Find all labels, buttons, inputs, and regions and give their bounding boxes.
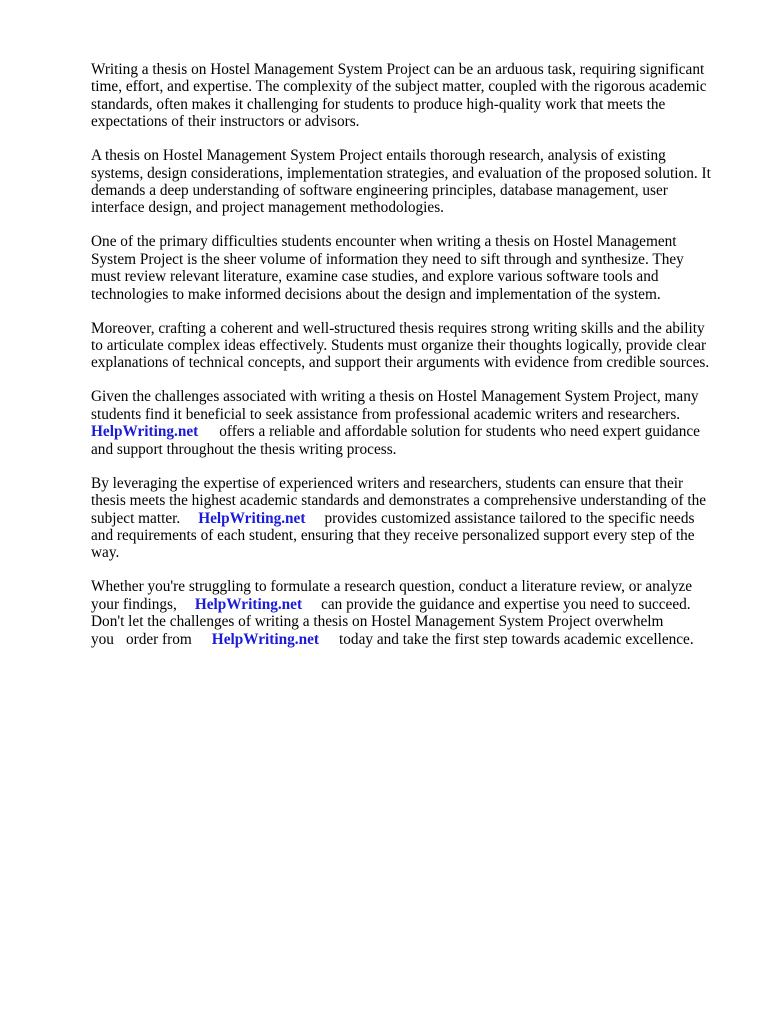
helpwriting-link[interactable]: HelpWriting.net (194, 595, 303, 613)
text-segment: can provide the guidance and expertise you need to succeed. (321, 595, 691, 613)
text-line: Whether you're struggling to formulate a research question, conduct a literature review, or analyze (91, 578, 693, 596)
paragraph-closing (91, 578, 723, 648)
text-segment: provides customized assistance tailored to the specific needs (324, 509, 695, 527)
text-line (91, 596, 723, 613)
helpwriting-link[interactable]: HelpWriting.net (211, 630, 320, 648)
text-line (91, 510, 723, 527)
text-segment: your findings, (91, 595, 177, 613)
text-line: explanations of technical concepts, and support their arguments with evidence from credible sources. (91, 354, 710, 372)
paragraph-leveraging (91, 475, 723, 562)
text-line: technologies to make informed decisions about the design and implementation of the system. (91, 285, 661, 303)
text-segment: offers a reliable and affordable solution for students who need expert guidance (219, 423, 700, 441)
text-line (91, 423, 723, 440)
text-line: expectations of their instructors or advisors. (91, 113, 360, 131)
text-line: and requirements of each student, ensuring that they receive personalized support every step of the (91, 526, 695, 544)
text-line: One of the primary difficulties students encounter when writing a thesis on Hostel Management (91, 233, 677, 251)
paragraph-assistance (91, 388, 723, 458)
text-segment: you (91, 630, 114, 648)
text-line: standards, often makes it challenging for students to produce high-quality work that meets the (91, 95, 666, 113)
text-line: must review relevant literature, examine case studies, and explore various software tools and (91, 268, 659, 286)
text-line: A thesis on Hostel Management System Project entails thorough research, analysis of existing (91, 147, 666, 165)
paragraph-difficulties (91, 233, 723, 303)
text-segment: today and take the first step towards academic excellence. (339, 630, 694, 648)
text-segment: order from (125, 630, 192, 648)
helpwriting-link[interactable]: HelpWriting.net (198, 509, 306, 527)
text-line: demands a deep understanding of software engineering principles, database management, user (91, 182, 668, 200)
text-line: interface design, and project management methodologies. (91, 199, 444, 217)
text-segment: subject matter. (91, 509, 181, 527)
text-line: time, effort, and expertise. The complexity of the subject matter, coupled with the rigorous academic (91, 78, 707, 96)
document-body (91, 61, 723, 665)
text-line: Given the challenges associated with writing a thesis on Hostel Management System Project, many (91, 388, 699, 406)
text-line: and support throughout the thesis writing process. (91, 440, 397, 458)
helpwriting-link[interactable]: HelpWriting.net (91, 423, 199, 441)
text-line: Moreover, crafting a coherent and well-structured thesis requires strong writing skills and the ability (91, 319, 705, 337)
text-line: to articulate complex ideas effectively. Students must organize their thoughts logically, provide clear (91, 337, 707, 355)
text-line: way. (91, 544, 120, 562)
text-line: thesis meets the highest academic standards and demonstrates a comprehensive understanding of the (91, 492, 707, 510)
text-line: By leveraging the expertise of experienced writers and researchers, students can ensure that their (91, 474, 684, 492)
paragraph-thesis-scope (91, 147, 723, 217)
text-line: Writing a thesis on Hostel Management System Project can be an arduous task, requiring significant (91, 61, 705, 78)
text-line: System Project is the sheer volume of information they need to sift through and synthesize. They (91, 250, 684, 268)
text-line: systems, design considerations, implementation strategies, and evaluation of the proposed solution. It (91, 164, 711, 182)
text-line (91, 631, 723, 648)
text-line: Don't let the challenges of writing a thesis on Hostel Management System Project overwhelm (91, 613, 664, 631)
paragraph-writing-skills (91, 320, 723, 372)
text-line: students find it beneficial to seek assistance from professional academic writers and researchers. (91, 405, 681, 423)
paragraph-intro (91, 61, 723, 131)
